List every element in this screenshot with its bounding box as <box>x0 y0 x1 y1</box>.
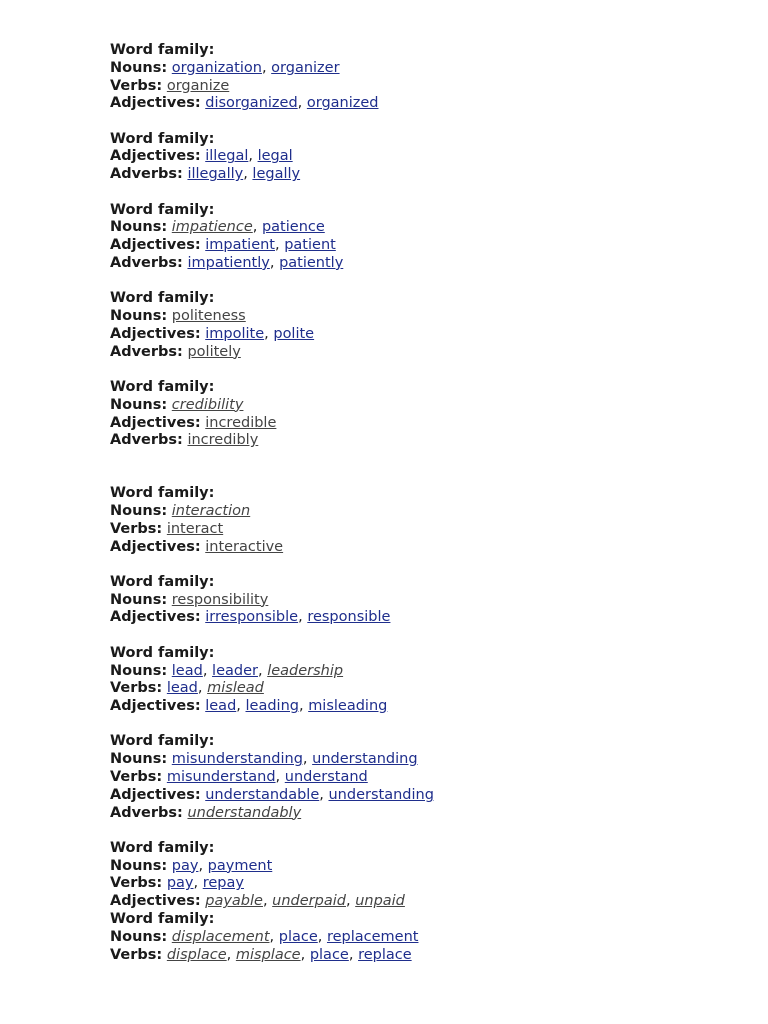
part-of-speech-line <box>110 592 730 610</box>
word-link[interactable]: illegal <box>205 148 249 165</box>
word-link[interactable]: displace <box>166 946 227 963</box>
word-link[interactable]: organizer <box>271 59 340 76</box>
part-of-speech-label: Adverbs: <box>110 166 183 183</box>
part-of-speech-line <box>110 308 730 326</box>
word-family-heading: Word family: <box>110 201 215 218</box>
word-family-heading: Word family: <box>110 733 215 750</box>
word-link[interactable]: leader <box>212 662 258 679</box>
part-of-speech-label: Nouns: <box>110 751 168 768</box>
part-of-speech-label: Adjectives: <box>110 538 201 555</box>
part-of-speech-label: Adjectives: <box>110 893 201 910</box>
part-of-speech-label: Adverbs: <box>110 804 183 821</box>
part-of-speech-label: Nouns: <box>110 219 168 236</box>
part-of-speech-label: Nouns: <box>110 59 168 76</box>
part-of-speech-line: Adjectives: payable, underpaid, unpaid <box>110 893 405 910</box>
part-of-speech-line: Adjectives: lead, leading, misleading <box>110 698 388 715</box>
word-link[interactable]: credibility <box>171 396 244 413</box>
word-link[interactable]: place <box>309 946 349 963</box>
part-of-speech-label: Nouns: <box>110 502 168 519</box>
word-link[interactable]: irresponsible <box>205 609 299 626</box>
word-family-group <box>110 645 730 716</box>
part-of-speech-label: Adjectives: <box>110 148 201 165</box>
part-of-speech-label: Nouns: <box>110 662 168 679</box>
word-family-group <box>110 42 730 113</box>
word-family-group <box>110 485 730 556</box>
word-link[interactable]: pay <box>171 857 199 874</box>
part-of-speech-line <box>110 397 730 415</box>
part-of-speech-label: Verbs: <box>110 680 163 697</box>
part-of-speech-label: Adjectives: <box>110 698 201 715</box>
word-link[interactable]: disorganized <box>205 95 298 112</box>
part-of-speech-line: Adjectives: illegal, legal <box>110 148 293 165</box>
part-of-speech-label: Adjectives: <box>110 95 201 112</box>
part-of-speech-line <box>110 539 730 557</box>
word-link[interactable]: lead <box>166 680 198 697</box>
word-link[interactable]: incredible <box>205 414 277 431</box>
part-of-speech-line: Nouns: impatience, patience <box>110 219 325 236</box>
word-link[interactable]: replacement <box>326 928 419 945</box>
part-of-speech-line: Nouns: lead, leader, leadership <box>110 662 344 679</box>
part-of-speech-line: Adjectives: impolite, polite <box>110 325 315 342</box>
word-link[interactable]: patience <box>261 219 325 236</box>
word-link[interactable]: payable <box>205 893 263 910</box>
word-link[interactable]: impatient <box>205 237 275 254</box>
part-of-speech-label: Verbs: <box>110 875 163 892</box>
word-link[interactable]: impatiently <box>187 254 270 271</box>
word-link[interactable]: understandably <box>187 804 302 821</box>
word-link[interactable]: organized <box>306 95 379 112</box>
word-family-group <box>110 574 730 627</box>
word-link[interactable]: repay <box>202 875 244 892</box>
word-link[interactable]: lead <box>205 698 237 715</box>
word-link[interactable]: misleading <box>308 698 388 715</box>
word-link[interactable]: lead <box>171 662 203 679</box>
word-family-heading: Word family: <box>110 378 215 395</box>
word-link[interactable]: leadership <box>267 662 344 679</box>
word-link[interactable]: payment <box>207 857 273 874</box>
part-of-speech-label: Nouns: <box>110 308 168 325</box>
part-of-speech-label: Nouns: <box>110 857 168 874</box>
word-link[interactable]: organize <box>166 77 230 94</box>
part-of-speech-label: Nouns: <box>110 396 168 413</box>
word-link[interactable]: impolite <box>205 325 265 342</box>
word-link[interactable]: organization <box>171 59 262 76</box>
part-of-speech-label: Nouns: <box>110 591 168 608</box>
word-link[interactable]: misunderstanding <box>171 751 303 768</box>
word-link[interactable]: impatience <box>171 219 253 236</box>
word-link[interactable]: polite <box>273 325 315 342</box>
part-of-speech-label: Verbs: <box>110 946 163 963</box>
word-family-heading: Word family: <box>110 573 215 590</box>
part-of-speech-line <box>110 432 730 450</box>
word-family-group <box>110 840 730 911</box>
word-family-document <box>110 42 730 982</box>
word-family-group <box>110 379 730 450</box>
part-of-speech-line: Adverbs: impatiently, patiently <box>110 254 344 271</box>
part-of-speech-label: Verbs: <box>110 77 163 94</box>
word-link[interactable]: legal <box>257 148 293 165</box>
part-of-speech-line: Verbs: misunderstand, understand <box>110 769 368 785</box>
word-link[interactable]: place <box>278 928 318 945</box>
part-of-speech-line <box>110 503 730 521</box>
word-family-group <box>110 911 730 964</box>
word-family-group <box>110 131 730 184</box>
word-link[interactable]: leading <box>245 698 299 715</box>
part-of-speech-line <box>110 521 730 539</box>
word-link[interactable]: replace <box>358 946 412 963</box>
word-link[interactable]: understanding <box>328 786 434 803</box>
word-link[interactable]: patiently <box>279 254 344 271</box>
word-link[interactable]: interact <box>166 520 224 537</box>
part-of-speech-line: Verbs: displace, misplace, place, replace <box>110 946 412 963</box>
word-link[interactable]: patient <box>284 237 336 254</box>
part-of-speech-line: Adjectives: understandable, understanding <box>110 786 434 803</box>
part-of-speech-line: Nouns: displacement, place, replacement <box>110 928 419 945</box>
word-link[interactable]: politeness <box>171 308 246 325</box>
word-link[interactable]: underpaid <box>272 893 346 910</box>
word-family-heading: Word family: <box>110 130 215 147</box>
word-link[interactable]: responsible <box>307 609 391 626</box>
part-of-speech-line: Verbs: lead, mislead <box>110 680 264 697</box>
word-link[interactable]: legally <box>252 166 301 183</box>
part-of-speech-line <box>110 415 730 433</box>
part-of-speech-line: Nouns: organization, organizer <box>110 59 340 76</box>
word-link[interactable]: incredibly <box>187 432 259 449</box>
part-of-speech-line: Adjectives: impatient, patient <box>110 237 336 254</box>
word-link[interactable]: responsibility <box>171 591 269 608</box>
part-of-speech-line: Adjectives: disorganized, organized <box>110 95 379 112</box>
word-link[interactable]: unpaid <box>355 893 405 910</box>
word-family-group <box>110 733 730 822</box>
part-of-speech-label: Adverbs: <box>110 432 183 449</box>
word-family-group <box>110 290 730 361</box>
word-link[interactable]: misplace <box>235 946 301 963</box>
part-of-speech-label: Adverbs: <box>110 254 183 271</box>
word-link[interactable]: illegally <box>187 166 244 183</box>
word-family-heading: Word family: <box>110 644 215 661</box>
part-of-speech-label: Adjectives: <box>110 237 201 254</box>
word-link[interactable]: mislead <box>207 680 264 697</box>
part-of-speech-line: Adverbs: illegally, legally <box>110 166 301 183</box>
part-of-speech-label: Adjectives: <box>110 414 201 431</box>
word-family-heading: Word family: <box>110 485 215 502</box>
part-of-speech-line <box>110 344 730 362</box>
word-family-heading: Word family: <box>110 42 215 58</box>
part-of-speech-label: Verbs: <box>110 769 163 785</box>
part-of-speech-label: Adverbs: <box>110 343 183 360</box>
part-of-speech-line: Verbs: pay, repay <box>110 875 244 892</box>
part-of-speech-label: Verbs: <box>110 520 163 537</box>
word-family-heading: Word family: <box>110 290 215 307</box>
part-of-speech-line: Nouns: misunderstanding, understanding <box>110 751 418 768</box>
part-of-speech-line: Nouns: pay, payment <box>110 857 273 874</box>
word-link[interactable]: understandable <box>205 786 320 803</box>
word-link[interactable]: misunderstand <box>166 769 276 785</box>
word-family-heading: Word family: <box>110 839 215 856</box>
word-link[interactable]: pay <box>166 875 194 892</box>
word-link[interactable]: displacement <box>171 928 270 945</box>
part-of-speech-line <box>110 805 730 823</box>
word-link[interactable]: interactive <box>205 538 284 555</box>
part-of-speech-label: Adjectives: <box>110 786 201 803</box>
part-of-speech-label: Adjectives: <box>110 609 201 626</box>
word-family-group <box>110 202 730 273</box>
part-of-speech-label: Adjectives: <box>110 325 201 342</box>
part-of-speech-line: Adjectives: irresponsible, responsible <box>110 609 391 626</box>
word-link[interactable]: interaction <box>171 502 251 519</box>
word-link[interactable]: politely <box>187 343 241 360</box>
word-link[interactable]: understand <box>284 769 368 785</box>
part-of-speech-line <box>110 78 730 96</box>
word-family-heading: Word family: <box>110 911 215 928</box>
word-link[interactable]: understanding <box>312 751 418 768</box>
part-of-speech-label: Nouns: <box>110 928 168 945</box>
